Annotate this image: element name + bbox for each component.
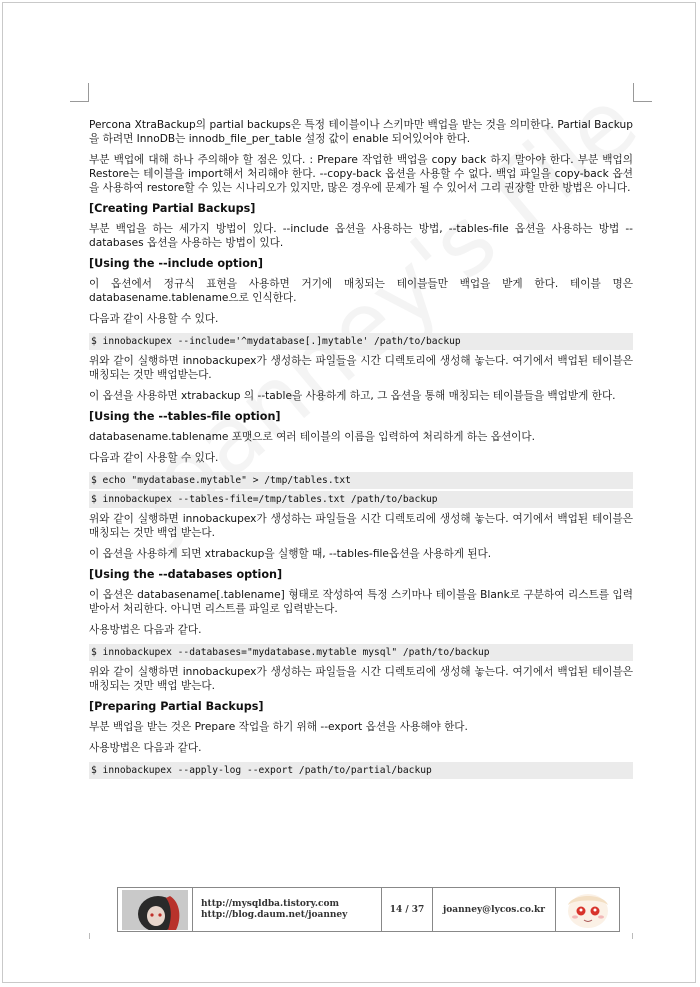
code-line: $ innobackupex --databases="mydatabase.mytable mysql" /path/to/backup: [89, 644, 633, 661]
footer-left-illustration: [118, 888, 193, 931]
footer-link-daum[interactable]: http://blog.daum.net/joanney: [201, 909, 348, 920]
paragraph: 사용방법은 다음과 같다.: [89, 624, 202, 636]
page-footer: [117, 887, 620, 932]
footer-link-tistory[interactable]: http://mysqldba.tistory.com: [201, 898, 340, 909]
paragraph: 이 옵션을 사용하게 되면 xtrabackup을 실행할 때, --tables-file옵션을 사용하게 된다.: [89, 548, 492, 560]
section-heading: [Using the --tables-file option]: [89, 410, 281, 423]
character-illustration-left: [122, 890, 188, 930]
crop-mark-top-left: [70, 83, 89, 102]
paragraph: databasename.tablename 포맷으로 여러 테이블의 이름을 입력하여 처리하게 하는 옵션이다.: [89, 431, 536, 443]
footer-right-illustration: [556, 888, 619, 931]
paragraph: 이 옵션을 사용하면 xtrabackup 의 --table을 사용하게 하고, 그 옵션을 통해 매칭되는 테이블들을 백업받게 한다.: [89, 390, 616, 402]
code-line: $ innobackupex --tables-file=/tmp/tables.txt /path/to/backup: [89, 491, 633, 508]
paragraph: 위와 같이 실행하면 innobackupex가 생성하는 파일들을 시간 디렉토리에 생성해 놓는다. 여기에서 백업된 테이블은 매칭되는 것만 백업 받는다.: [89, 666, 633, 692]
paragraph: 부분 백업에 대해 하나 주의해야 할 점은 있다. : Prepare 작업한 백업을 copy back 하지 말아야 한다. 부분 백업의 Restore는 테이블을 import해서 처리해야 한다. --copy-back 옵션을 사용할 수 없다. 백업 파일을 copy-back 옵션을 사용하여 restore할 수 있는 시나리오가 있지만, 많은 경우에 문제가 될 수 있어서 그리 권장할 만한 방법은 아니다.: [89, 154, 633, 194]
bottom-tick-right: [632, 933, 633, 939]
section-heading: [Creating Partial Backups]: [89, 202, 256, 215]
page-number: 14 / 37: [382, 888, 433, 931]
footer-email[interactable]: joanney@lycos.co.kr: [433, 888, 556, 931]
document-body: [89, 118, 633, 781]
section-heading: [Preparing Partial Backups]: [89, 700, 264, 713]
paragraph: 부분 백업을 하는 세가지 방법이 있다. --include 옵션을 사용하는 방법, --tables-file 옵션을 사용하는 방법 --databases 옵션을 사용하는 방법이 있다.: [89, 223, 633, 249]
paragraph: 사용방법은 다음과 같다.: [89, 742, 202, 754]
crop-mark-top-right: [633, 83, 652, 102]
paragraph: 위와 같이 실행하면 innobackupex가 생성하는 파일들을 시간 디렉토리에 생성해 놓는다. 여기에서 백업된 테이블은 매칭되는 것만 백업 받는다.: [89, 513, 633, 539]
paragraph: 부분 백업을 받는 것은 Prepare 작업을 하기 위해 --export 옵션을 사용해야 한다.: [89, 721, 468, 733]
character-illustration-right: [558, 889, 618, 931]
code-line: $ echo "mydatabase.mytable" > /tmp/tables.txt: [89, 472, 633, 489]
paragraph: 위와 같이 실행하면 innobackupex가 생성하는 파일들을 시간 디렉토리에 생성해 놓는다. 여기에서 백업된 테이블은 매칭되는 것만 백업받는다.: [89, 355, 633, 381]
code-line: $ innobackupex --apply-log --export /path/to/partial/backup: [89, 762, 633, 779]
bottom-tick-left: [89, 933, 90, 939]
paragraph: Percona XtraBackup의 partial backups은 특정 테이블이나 스키마만 백업을 받는 것을 의미한다. Partial Backup을 하려면 InnoDB는 innodb_file_per_table 설정 값이 enable 되어있어야 한다.: [89, 119, 633, 145]
paragraph: 다음과 같이 사용할 수 있다.: [89, 452, 219, 464]
paragraph: 이 옵션에서 정규식 표현을 사용하면 거기에 매칭되는 테이블들만 백업을 받게 한다. 테이블 명은 databasename.tablename으로 인식한다.: [89, 278, 633, 304]
footer-links: [193, 888, 382, 931]
paragraph: 다음과 같이 사용할 수 있다.: [89, 313, 219, 325]
paragraph: 이 옵션은 databasename[.tablename] 형태로 작성하여 특정 스키마나 테이블을 Blank로 구분하여 리스트를 입력 받아서 처리한다. 아니면 리스트를 파일로 입력받는다.: [89, 589, 633, 615]
section-heading: [Using the --include option]: [89, 257, 264, 270]
code-line: $ innobackupex --include='^mydatabase[.]mytable' /path/to/backup: [89, 333, 633, 350]
section-heading: [Using the --databases option]: [89, 568, 283, 581]
